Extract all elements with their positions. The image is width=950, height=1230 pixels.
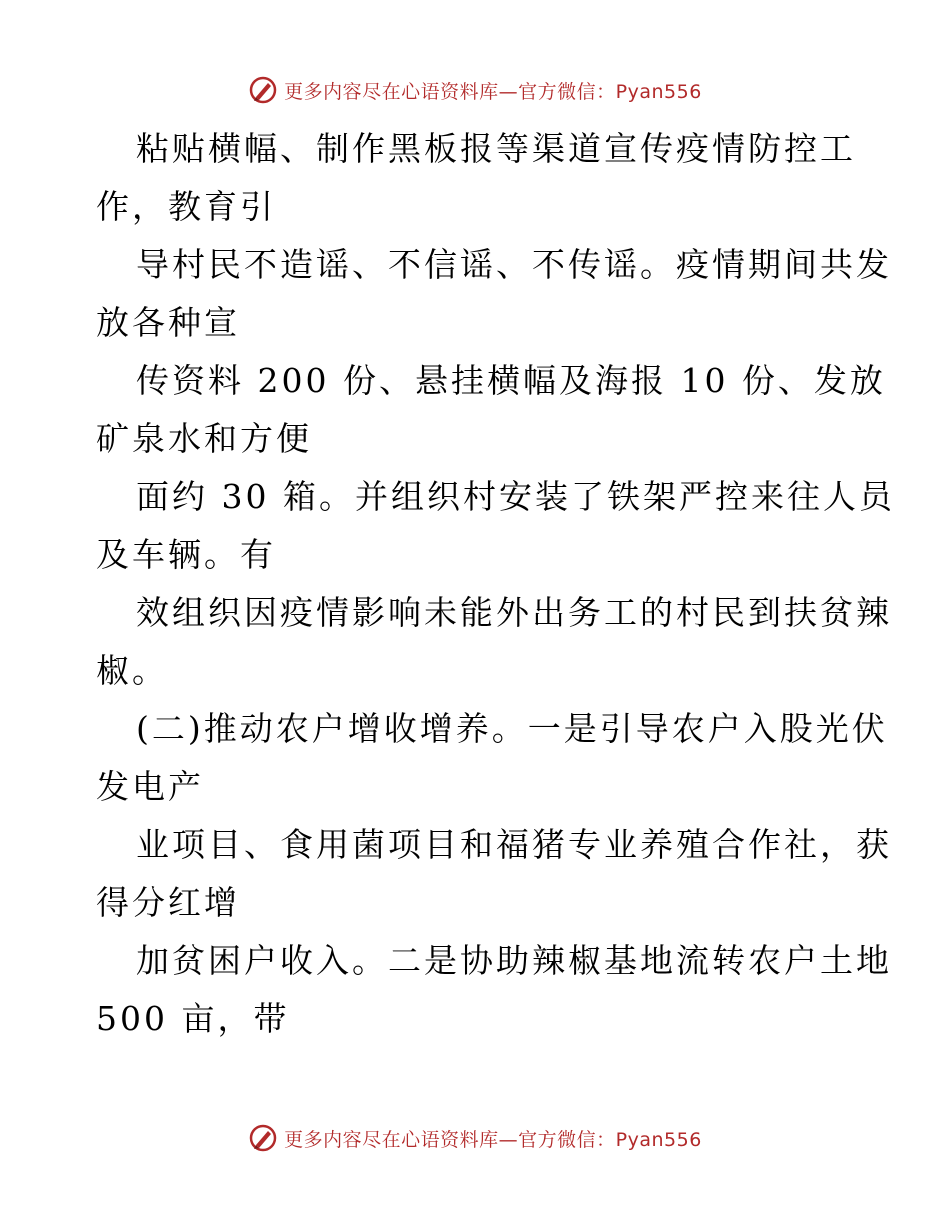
footer-banner-text: 更多内容尽在心语资料库—官方微信：Pyan556 [284,1128,702,1151]
document-body [96,120,895,1048]
body-line: 及车辆。有 [96,535,276,574]
body-line: 得分红增 [96,883,240,922]
body-line: 矿泉水和方便 [96,419,312,458]
footer-watermark-banner [0,1118,950,1158]
body-line: 椒。 [96,651,168,690]
header-banner-text: 更多内容尽在心语资料库—官方微信：Pyan556 [284,80,702,103]
body-line: 作，教育引 [96,187,276,226]
body-line: 发电产 [96,767,204,806]
pen-logo-icon [248,1123,278,1153]
body-line: 放各种宣 [96,303,240,342]
body-line: 面约 30 箱。并组织村安装了铁架严控来往人员 [136,477,895,516]
body-line: 粘贴横幅、制作黑板报等渠道宣传疫情防控工 [136,129,856,168]
pen-logo-icon [248,75,278,105]
body-line: 加贫困户收入。二是协助辣椒基地流转农户土地 [136,941,892,980]
body-line: (二)推动农户增收增养。一是引导农户入股光伏 [136,709,888,748]
body-line: 业项目、食用菌项目和福猪专业养殖合作社，获 [136,825,892,864]
body-line: 500 亩，带 [96,999,290,1038]
body-line: 传资料 200 份、悬挂横幅及海报 10 份、发放 [136,361,886,400]
body-line: 效组织因疫情影响未能外出务工的村民到扶贫辣 [136,593,892,632]
header-watermark-banner [0,70,950,110]
body-line: 导村民不造谣、不信谣、不传谣。疫情期间共发 [136,245,892,284]
